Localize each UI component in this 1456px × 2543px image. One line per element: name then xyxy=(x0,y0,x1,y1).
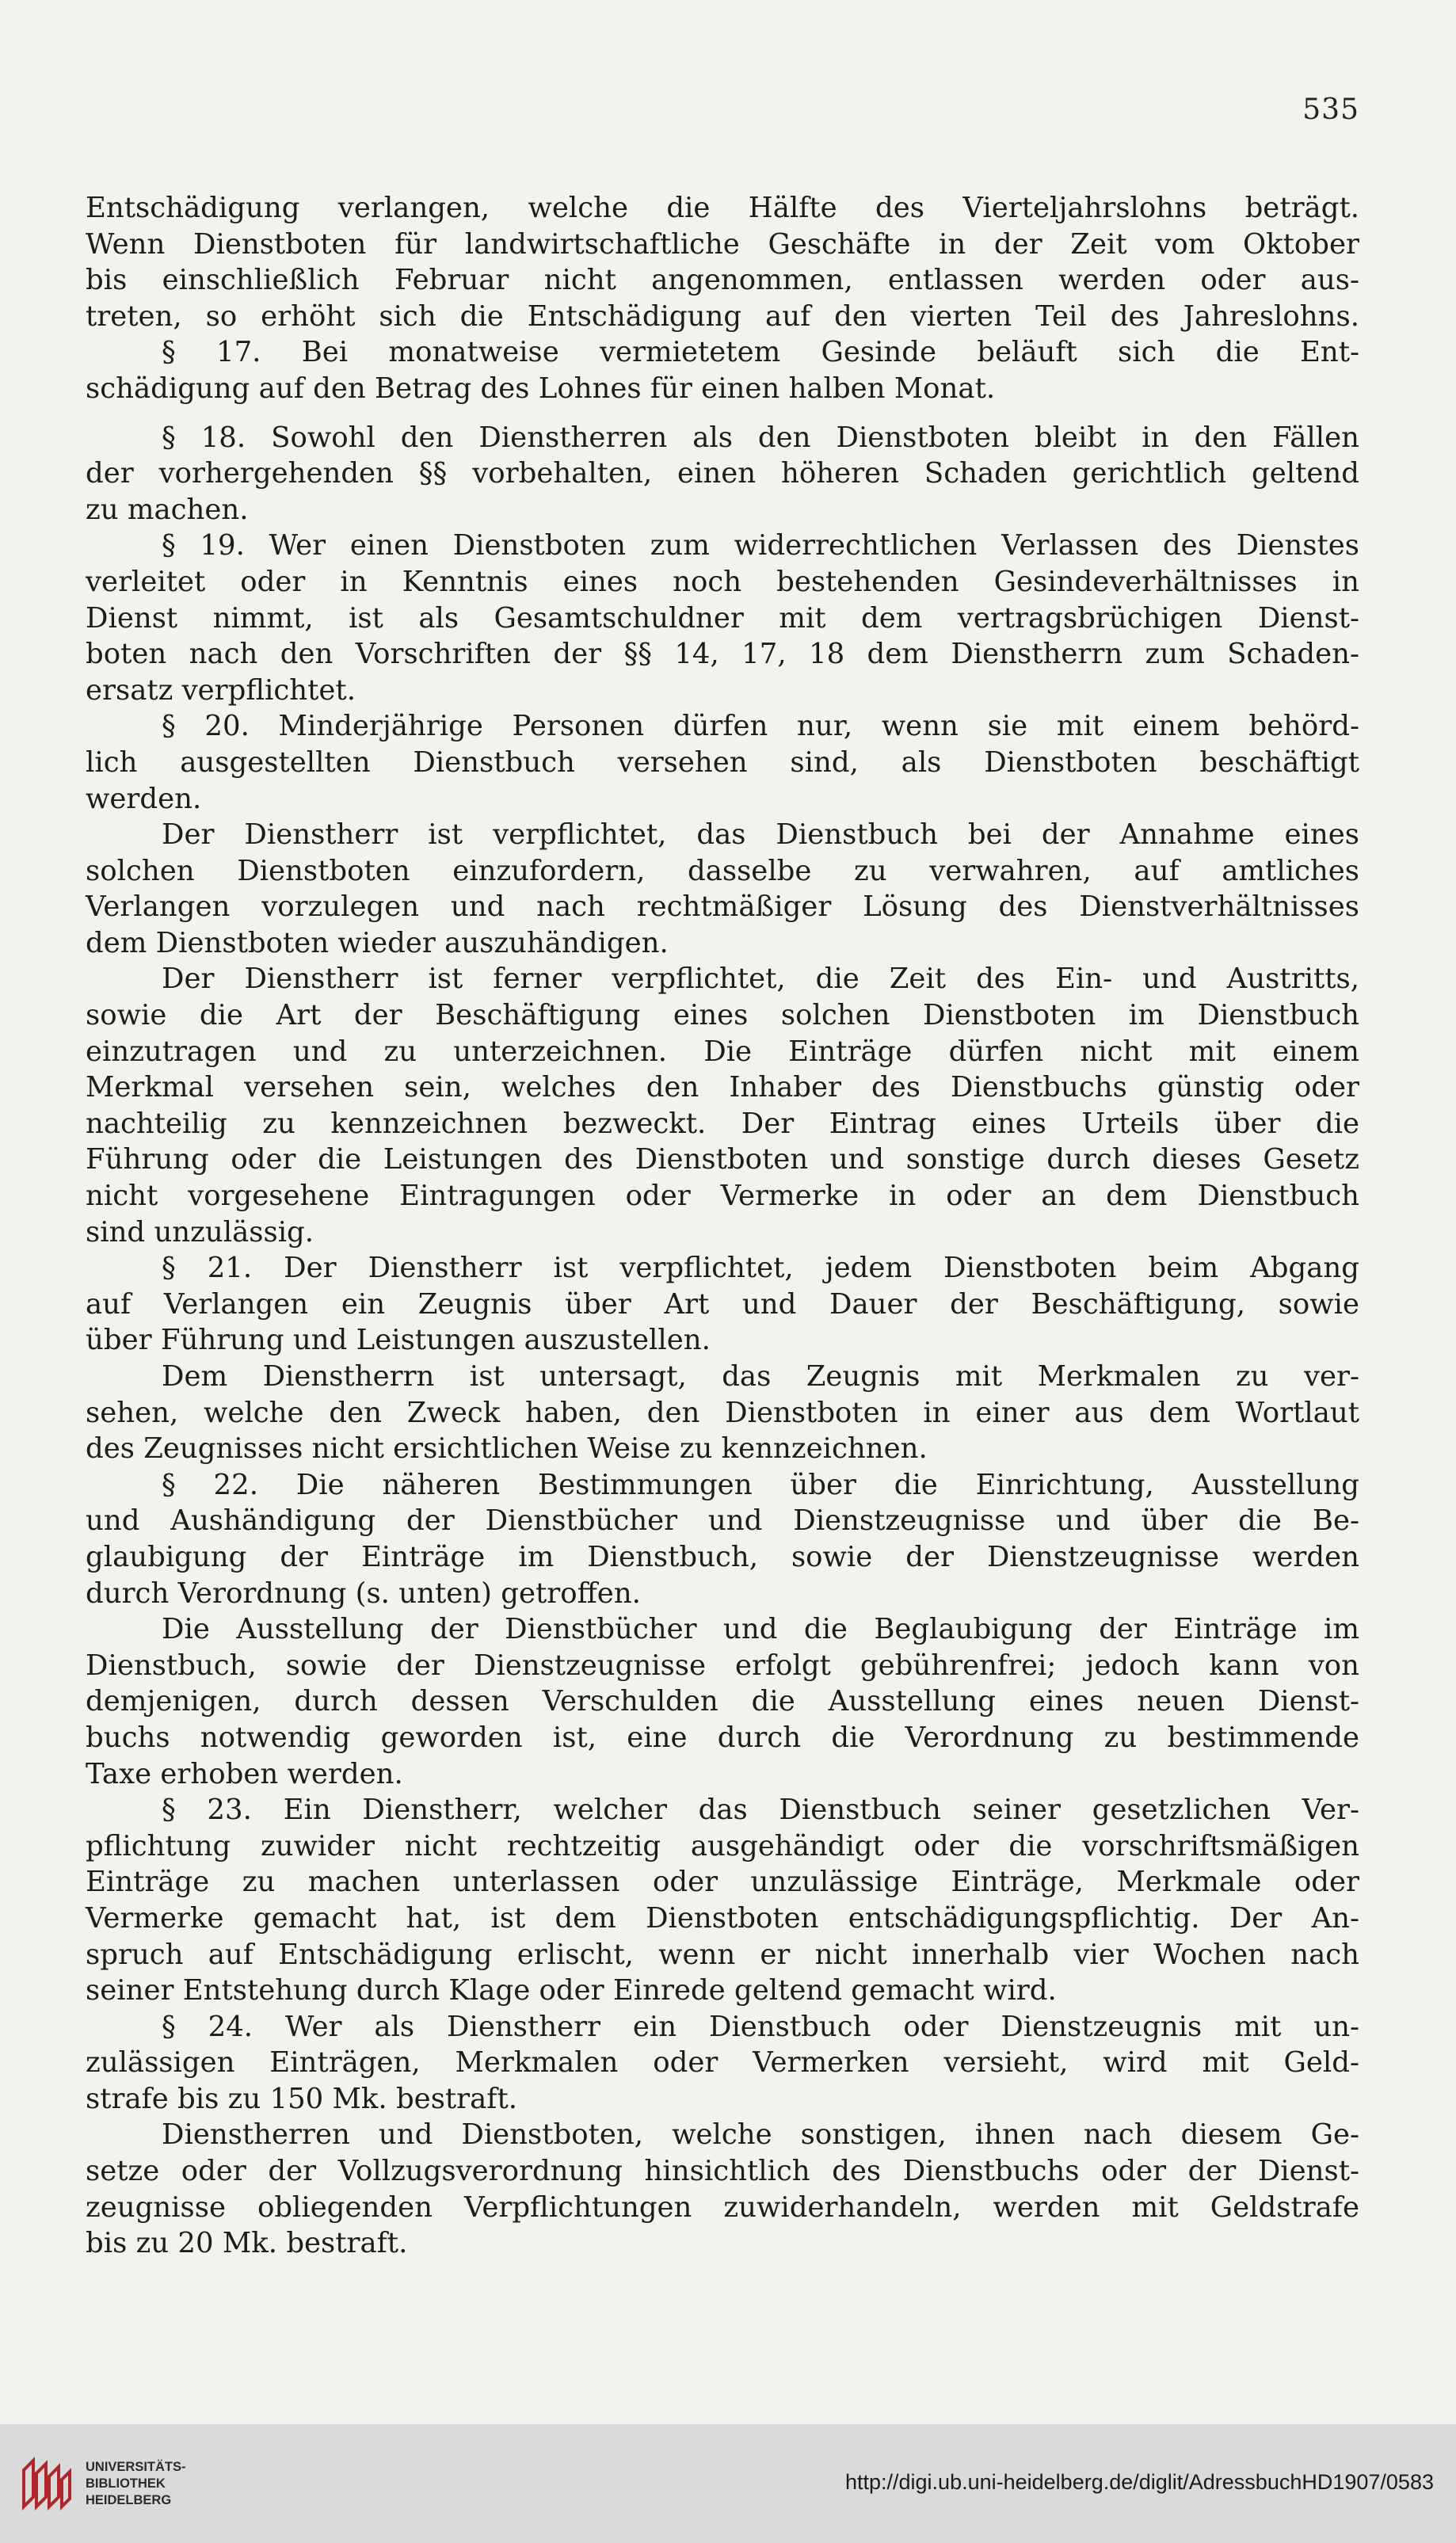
text-line: lich ausgestellten Dienstbuch versehen sind, als Dienstboten beschäftigt xyxy=(86,745,1359,779)
library-name-line-2: BIBLIOTHEK xyxy=(86,2476,166,2491)
text-line: einzutragen und zu unterzeichnen. Die Einträge dürfen nicht mit einem xyxy=(86,1035,1359,1068)
text-line: Dem Dienstherrn ist untersagt, das Zeugnis mit Merkmalen zu ver- xyxy=(162,1360,1359,1393)
text-line: Vermerke gemacht hat, ist dem Dienstboten entschädigungspflichtig. Der An- xyxy=(86,1901,1359,1935)
text-line: demjenigen, durch dessen Verschulden die Ausstellung eines neuen Dienst- xyxy=(86,1685,1359,1718)
text-line: nicht vorgesehene Eintragungen oder Vermerke in oder an dem Dienstbuch xyxy=(86,1180,1359,1213)
paragraph-gap xyxy=(86,407,1359,420)
text-line: und Aushändigung der Dienstbücher und Dienstzeugnisse und über die Be- xyxy=(86,1504,1359,1538)
text-line: sowie die Art der Beschäftigung eines solchen Dienstboten im Dienstbuch xyxy=(86,999,1359,1032)
text-line: auf Verlangen ein Zeugnis über Art und Dauer der Beschäftigung, sowie xyxy=(86,1287,1359,1321)
text-line: § 21. Der Dienstherr ist verpflichtet, jedem Dienstboten beim Abgang xyxy=(162,1252,1359,1285)
text-line: strafe bis zu 150 Mk. bestraft. xyxy=(86,2082,517,2115)
text-line: Der Dienstherr ist verpflichtet, das Dienstbuch bei der Annahme eines xyxy=(162,818,1359,852)
text-line: seiner Entstehung durch Klage oder Einrede geltend gemacht wird. xyxy=(86,1974,1057,2007)
text-line: § 24. Wer als Dienstherr ein Dienstbuch oder Dienstzeugnis mit un- xyxy=(162,2010,1359,2043)
text-line: Die Ausstellung der Dienstbücher und die Beglaubigung der Einträge im xyxy=(162,1613,1359,1646)
text-line: pflichtung zuwider nicht rechtzeitig ausgehändigt oder die vorschriftsmäßigen xyxy=(86,1829,1359,1862)
text-line: § 20. Minderjährige Personen dürfen nur, wenn sie mit einem behörd- xyxy=(162,710,1359,743)
text-line: über Führung und Leistungen auszustellen. xyxy=(86,1324,711,1357)
text-line: § 18. Sowohl den Dienstherren als den Dienstboten bleibt in den Fällen xyxy=(162,421,1359,454)
text-line: Dienstherren und Dienstboten, welche sonstigen, ihnen nach diesem Ge- xyxy=(162,2118,1359,2152)
library-name-line-3: HEIDELBERG xyxy=(86,2493,172,2507)
text-line: zulässigen Einträgen, Merkmalen oder Vermerken versieht, wird mit Geld- xyxy=(86,2046,1359,2080)
text-line: schädigung auf den Betrag des Lohnes für einen halben Monat. xyxy=(86,372,996,405)
page-body-text xyxy=(86,190,1359,2262)
text-line: Führung oder die Leistungen des Dienstboten und sonstige durch dieses Gesetz xyxy=(86,1143,1359,1176)
text-line: Taxe erhoben werden. xyxy=(86,1757,403,1790)
page-number: 535 xyxy=(1302,93,1359,126)
text-line: § 22. Die näheren Bestimmungen über die Einrichtung, Ausstellung xyxy=(162,1468,1359,1501)
text-line: verleitet oder in Kenntnis eines noch bestehenden Gesindeverhältnisses in xyxy=(86,565,1359,598)
digital-copy-url[interactable]: http://digi.ub.uni-heidelberg.de/diglit/AdressbuchHD1907/0583 xyxy=(844,2470,1434,2494)
text-line: Dienstbuch, sowie der Dienstzeugnisse erfolgt gebührenfrei; jedoch kann von xyxy=(86,1649,1359,1682)
university-library-logo xyxy=(17,2454,76,2513)
text-line: bis zu 20 Mk. bestraft. xyxy=(86,2227,408,2260)
text-line: der vorhergehenden §§ vorbehalten, einen höheren Schaden gerichtlich geltend xyxy=(86,457,1359,490)
text-line: des Zeugnisses nicht ersichtlichen Weise zu kennzeichnen. xyxy=(86,1432,928,1466)
library-name xyxy=(86,2459,186,2509)
text-line: § 19. Wer einen Dienstboten zum widerrechtlichen Verlassen des Dienstes xyxy=(162,529,1359,562)
text-line: Der Dienstherr ist ferner verpflichtet, die Zeit des Ein- und Austritts, xyxy=(162,963,1359,996)
text-line: ersatz verpflichtet. xyxy=(86,673,356,707)
text-line: treten, so erhöht sich die Entschädigung auf den vierten Teil des Jahreslohns. xyxy=(86,299,1359,333)
text-line: dem Dienstboten wieder auszuhändigen. xyxy=(86,926,669,959)
text-line: zeugnisse obliegenden Verpflichtungen zuwiderhandeln, werden mit Geldstrafe xyxy=(86,2190,1359,2224)
text-line: nachteilig zu kennzeichnen bezweckt. Der Eintrag eines Urteils über die xyxy=(86,1107,1359,1140)
text-line: sind unzulässig. xyxy=(86,1215,314,1249)
text-line: glaubigung der Einträge im Dienstbuch, sowie der Dienstzeugnisse werden xyxy=(86,1540,1359,1573)
text-line: werden. xyxy=(86,782,202,815)
text-line: § 23. Ein Dienstherr, welcher das Dienstbuch seiner gesetzlichen Ver- xyxy=(162,1794,1359,1827)
text-line: buchs notwendig geworden ist, eine durch die Verordnung zu bestimmende xyxy=(86,1721,1359,1754)
text-line: bis einschließlich Februar nicht angenommen, entlassen werden oder aus- xyxy=(86,264,1359,297)
text-line: setze oder der Vollzugsverordnung hinsichtlich des Dienstbuchs oder der Dienst- xyxy=(86,2155,1359,2188)
text-line: spruch auf Entschädigung erlischt, wenn er nicht innerhalb vier Wochen nach xyxy=(86,1938,1359,1971)
text-line: zu machen. xyxy=(86,493,249,526)
text-line: Merkmal versehen sein, welches den Inhaber des Dienstbuchs günstig oder xyxy=(86,1071,1359,1104)
footer-bar xyxy=(0,2424,1456,2543)
text-line: durch Verordnung (s. unten) getroffen. xyxy=(86,1577,641,1610)
text-line: Entschädigung verlangen, welche die Hälfte des Vierteljahrslohns beträgt. xyxy=(86,192,1359,224)
text-line: Dienst nimmt, ist als Gesamtschuldner mit dem vertragsbrüchigen Dienst- xyxy=(86,601,1359,635)
text-line: sehen, welche den Zweck haben, den Dienstboten in einer aus dem Wortlaut xyxy=(86,1396,1359,1429)
text-line: boten nach den Vorschriften der §§ 14, 17, 18 dem Dienstherrn zum Schaden- xyxy=(86,638,1359,671)
text-line: Einträge zu machen unterlassen oder unzulässige Einträge, Merkmale oder xyxy=(86,1866,1359,1899)
text-line: solchen Dienstboten einzufordern, dasselbe zu verwahren, auf amtliches xyxy=(86,854,1359,887)
library-name-line-1: UNIVERSITÄTS- xyxy=(86,2460,186,2474)
text-line: Wenn Dienstboten für landwirtschaftliche Geschäfte in der Zeit vom Oktober xyxy=(86,227,1359,261)
text-line: Verlangen vorzulegen und nach rechtmäßiger Lösung des Dienstverhältnisses xyxy=(86,890,1359,924)
text-line: § 17. Bei monatweise vermietetem Gesinde beläuft sich die Ent- xyxy=(162,336,1359,369)
